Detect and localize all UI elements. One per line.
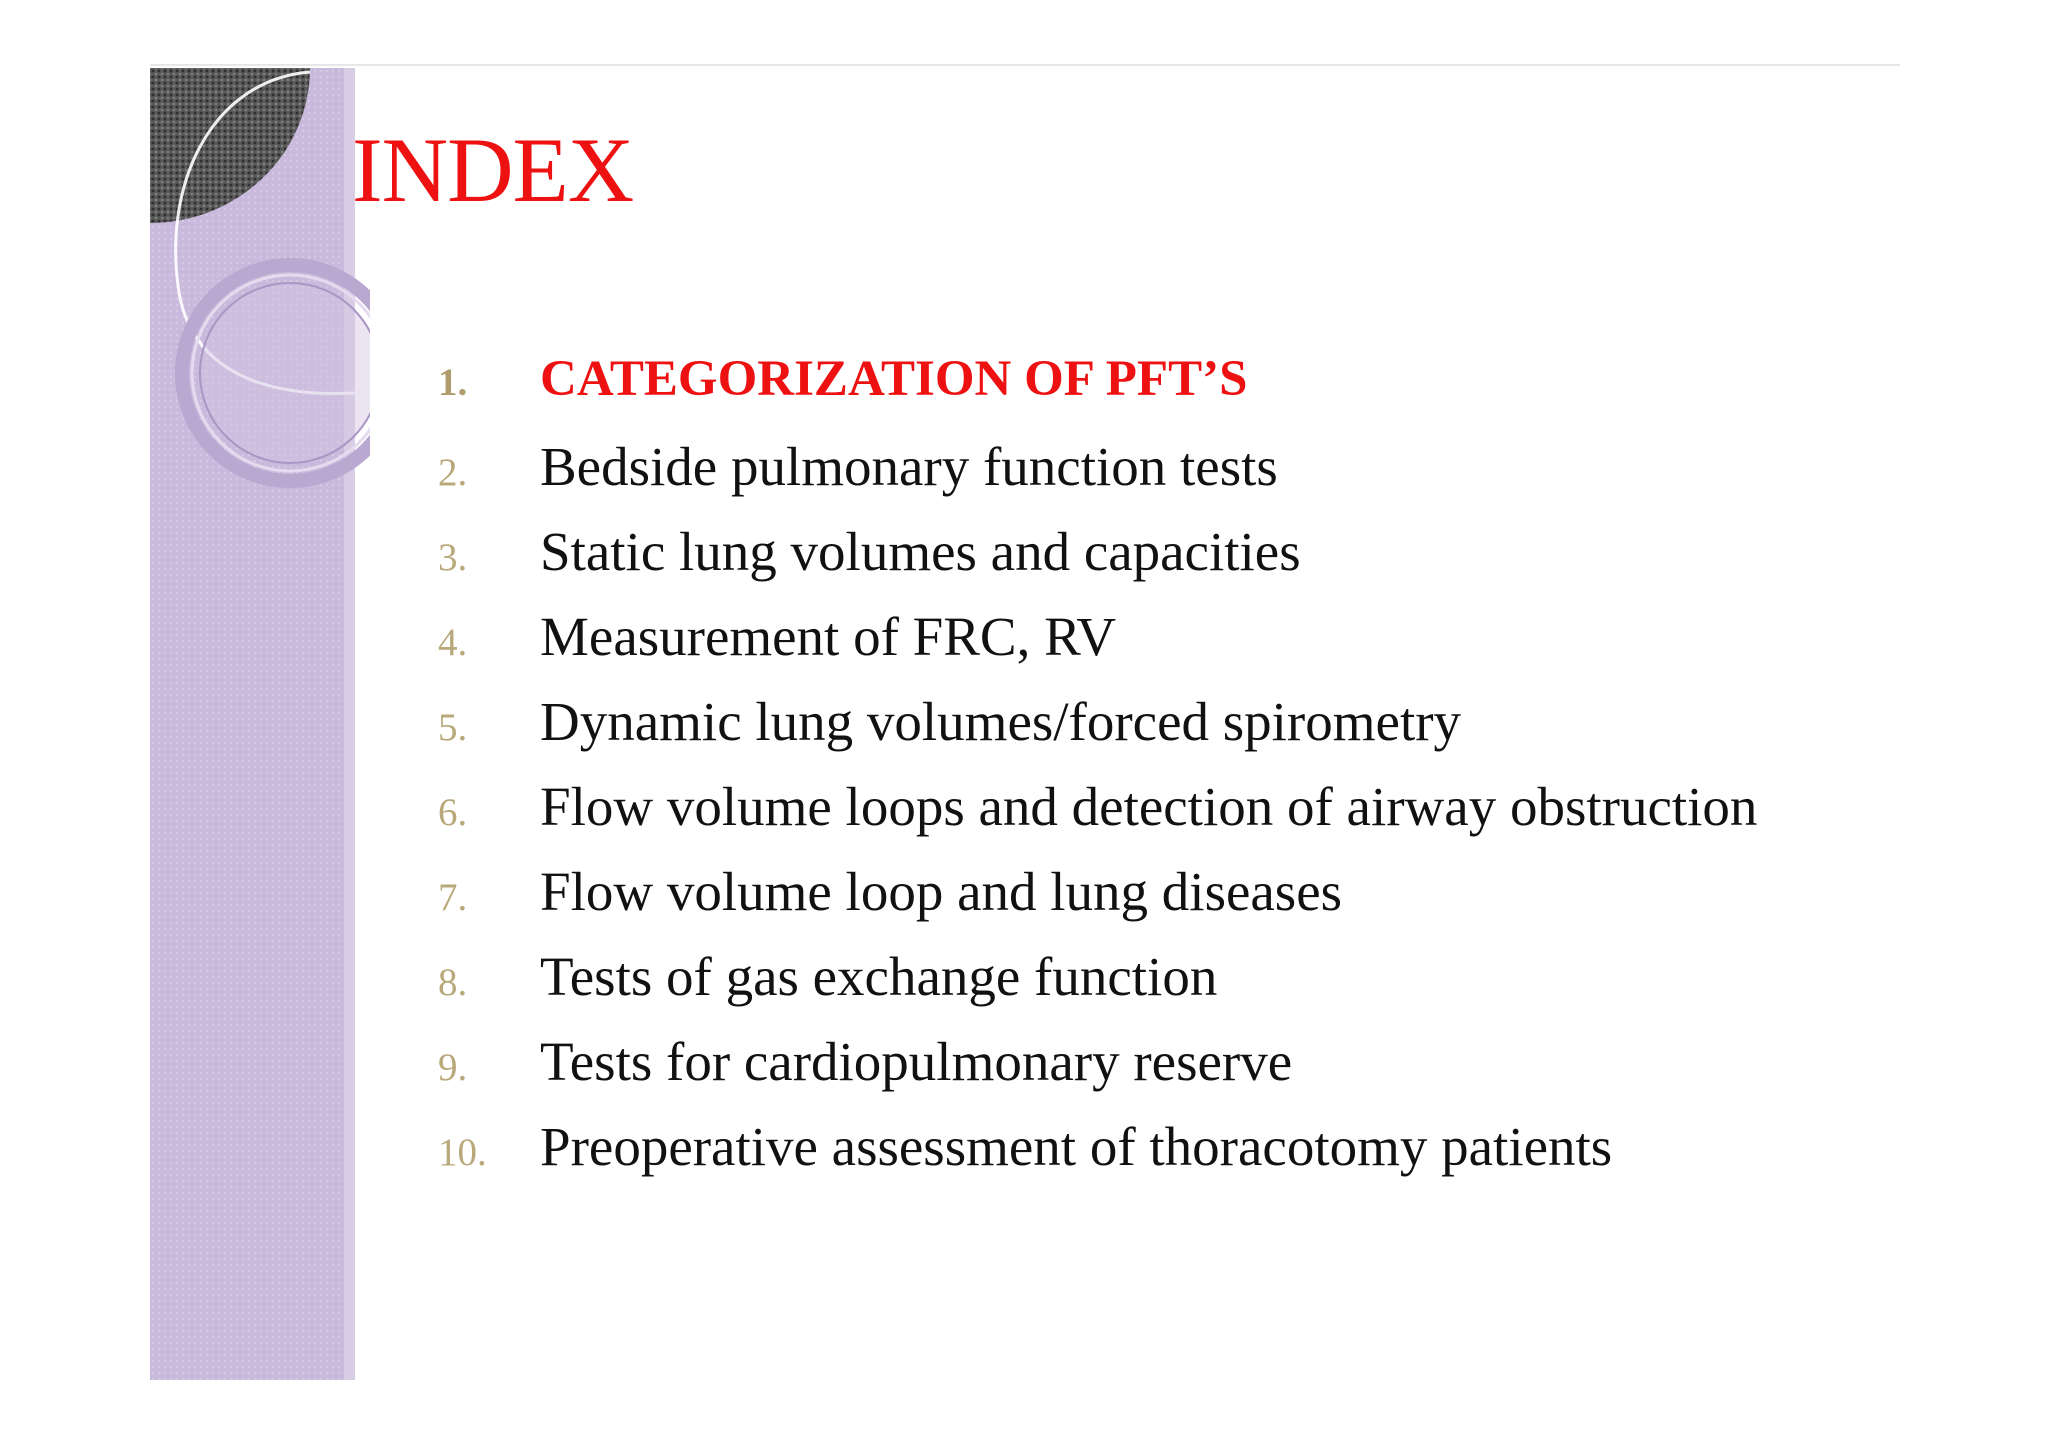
item-text: Preoperative assessment of thoracotomy patients: [540, 1116, 1613, 1177]
item-text: Static lung volumes and capacities: [540, 521, 1301, 582]
item-number: 4.: [438, 621, 468, 664]
item-text: Measurement of FRC, RV: [540, 606, 1117, 667]
item-text: Dynamic lung volumes/forced spirometry: [540, 691, 1462, 752]
index-item-frc-rv: [438, 605, 1757, 690]
item-text: Bedside pulmonary function tests: [540, 436, 1278, 497]
item-number: 10.: [438, 1131, 487, 1174]
item-number: 7.: [438, 876, 468, 919]
index-item-gas-exchange: [438, 945, 1757, 1030]
index-item-categorization: [438, 350, 1757, 435]
item-number: 3.: [438, 536, 468, 579]
slide-title: INDEX: [352, 119, 634, 221]
item-text: Tests of gas exchange function: [540, 946, 1218, 1007]
item-number: 2.: [438, 451, 468, 494]
index-item-bedside-tests: [438, 435, 1757, 520]
item-text: CATEGORIZATION OF PFT’S: [540, 351, 1248, 407]
index-item-flow-volume-obstruction: [438, 775, 1757, 860]
item-number: 8.: [438, 961, 468, 1004]
index-item-cardiopulmonary-reserve: [438, 1030, 1757, 1115]
item-text: Flow volume loops and detection of airway obstruction: [540, 776, 1758, 837]
item-text: Flow volume loop and lung diseases: [540, 861, 1343, 922]
item-text: Tests for cardiopulmonary reserve: [540, 1031, 1293, 1092]
decorative-rings: [150, 68, 370, 488]
index-item-flow-volume-diseases: [438, 860, 1757, 945]
index-list: [438, 350, 1757, 1200]
item-number: 1.: [438, 361, 468, 404]
index-item-preoperative-assessment: [438, 1115, 1757, 1200]
index-item-static-volumes: [438, 520, 1757, 605]
top-divider: [150, 64, 1900, 66]
decorative-ring-inner: [200, 283, 370, 463]
item-number: 5.: [438, 706, 468, 749]
index-item-dynamic-volumes: [438, 690, 1757, 775]
item-number: 9.: [438, 1046, 468, 1089]
item-number: 6.: [438, 791, 468, 834]
